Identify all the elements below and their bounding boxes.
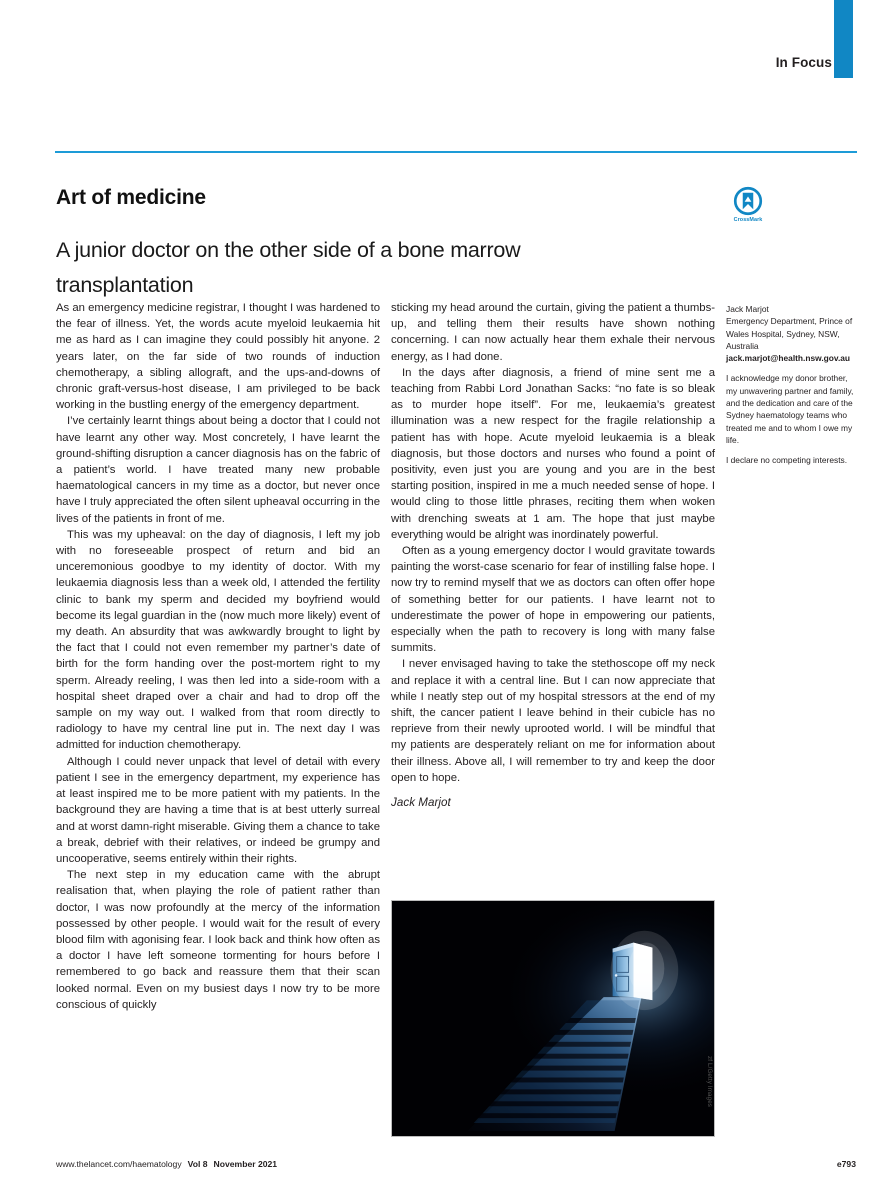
paragraph: In the days after diagnosis, a friend of mine sent me a teaching from Rabbi Lord Jonathan Sacks: “no fate is so bleak as to murder hope itself”. For me, leukaemia’s greatest illumination was a new respect for the fragile relationship a patient has with hope. Acute myeloid leukaemia is a bleak diagnosis, but those doctors and nurses who found a point of positivity, even just you are young and you are in the best starting position, inspired in me a much needed sense of hope. I would cling to those little phrases, reciting them when woken with drenching sweats at 1 am. The hope that just maybe everything would be alright was inordinately powerful.	[391, 366, 715, 541]
paragraph: sticking my head around the curtain, giving the patient a thumbs-up, and telling them their results have shown nothing concerning. I can now actually hear them exhale their nervous energy, as I had done.	[391, 302, 715, 363]
page-number: e793	[836, 1159, 856, 1169]
article-byline: Jack Marjot	[391, 796, 451, 810]
crossmark-badge[interactable]	[726, 186, 770, 223]
crossmark-label: CrossMark	[733, 217, 763, 223]
section-label: In Focus	[775, 55, 832, 70]
photo-credit: zf L/Getty Images	[706, 1056, 713, 1108]
paragraph: Often as a young emergency doctor I would gravitate towards painting the worst-case scenario for fear of instilling false hope. I now try to remind myself that we as doctors can often offer hope of something better for our patients. I have learnt not to underestimate the power of hope in empowering our patients, especially when the path to recovery is long with many false summits.	[391, 545, 715, 655]
paragraph: The next step in my education came with the abrupt realisation that, when playing the role of patient rather than doctor, I was now profoundly at the mercy of the information possessed by other people. I would wait for the result of every blood film with agonising fear. I look back and think how often as a doctor I have left someone tormenting for hours before I remembered to go back and reassure them that their scan looked normal. Even on my busiest days I now try to be more conscious of quickly	[56, 869, 380, 1011]
paragraph: I’ve certainly learnt things about being a doctor that I could not have learnt any other way. Most concretely, I have learnt the ground-shifting disruption a cancer diagnosis has on the fabric of a patient’s world. I have treated many new probable haematological cancers in my time as a doctor, but never once have I truly appreciated the often silent upheaval occurring in the lives of the patients in front of me.	[56, 415, 380, 525]
crossmark-icon	[733, 186, 763, 216]
open-door-light-illustration	[392, 901, 714, 1136]
author-name: Jack Marjot	[726, 304, 769, 314]
paragraph: This was my upheaval: on the day of diagnosis, I left my job with no foreseeable prospect of return and bid an unceremonious goodbye to my identity of doctor. With my leukaemia diagnosis less than a week old, I attended the fertility clinic to bank my sperm and decided my boyfriend would become its legal guardian in the (now much more likely) event of my death. An absurdity that was awkwardly brought to light by the fact that I could not even remember my partner’s date of birth for the form handing over the post-mortem right to my sperm. Already reeling, I was then led into a side-room with a hospital sheet draped over a chair and had to drop off the sample on my way out. I walked from that room directly to radiology to have my central line put in. The next day I was admitted for induction chemotherapy.	[56, 528, 380, 752]
body-column-left	[56, 300, 380, 1013]
paragraph: As an emergency medicine registrar, I thought I was hardened to the fear of illness. Yet, the words acute myeloid leukaemia hit me as hard as I can imagine they could possibly hit anyone. 2 years later, on the far side of two rounds of induction chemotherapy, a sibling allograft, and the ups-and-downs of chronic graft-versus-host disease, I am privileged to be back working in the bustling energy of the emergency department.	[56, 302, 380, 412]
author-email[interactable]: jack.marjot@health.nsw.gov.au	[726, 353, 851, 364]
body-column-right	[391, 300, 715, 811]
competing-interests-note: I declare no competing interests.	[726, 455, 848, 466]
paragraph: I never envisaged having to take the stethoscope off my neck and replace it with a central line. But I can now appreciate that while I neatly step out of my hospital stressors at the end of my shift, the cancer patient I leave behind in their cubicle has no reprieve from their newly uprooted world. I will be mindful that my patients are desperately reliant on me for information about their illness. Above all, I will remember to try and keep the door open to hope.	[391, 658, 715, 784]
acknowledgement-note: I acknowledge my donor brother, my unwavering partner and family, and the dedication and care of the Sydney haematology teams who treated me and to whom I owe my life.	[726, 373, 854, 445]
header-divider-rule	[55, 151, 857, 153]
section-accent-tab	[834, 0, 853, 78]
paragraph: Although I could never unpack that level of detail with every patient I see in the emergency department, my experience has at least inspired me to be more patient with my patients. In the background they are having a time that is at best utterly surreal and at worst damn-right miserable. Giving them a chance to take a break, debrief with their relatives, or indeed be grumpy and uncooperative, seems entirely within their rights.	[56, 755, 380, 865]
footer-source	[56, 1159, 277, 1169]
article-photo	[391, 900, 715, 1137]
author-affiliation: Emergency Department, Prince of Wales Hospital, Sydney, NSW, Australia	[726, 316, 853, 351]
volume-label: Vol 8	[187, 1159, 208, 1169]
journal-url[interactable]: www.thelancet.com/haematology	[56, 1159, 182, 1169]
article-kicker: Art of medicine	[56, 186, 206, 209]
issue-date: November 2021	[213, 1159, 278, 1169]
author-sidebar	[726, 303, 857, 467]
page-title: A junior doctor on the other side of a bone marrow transplantation	[56, 238, 521, 298]
